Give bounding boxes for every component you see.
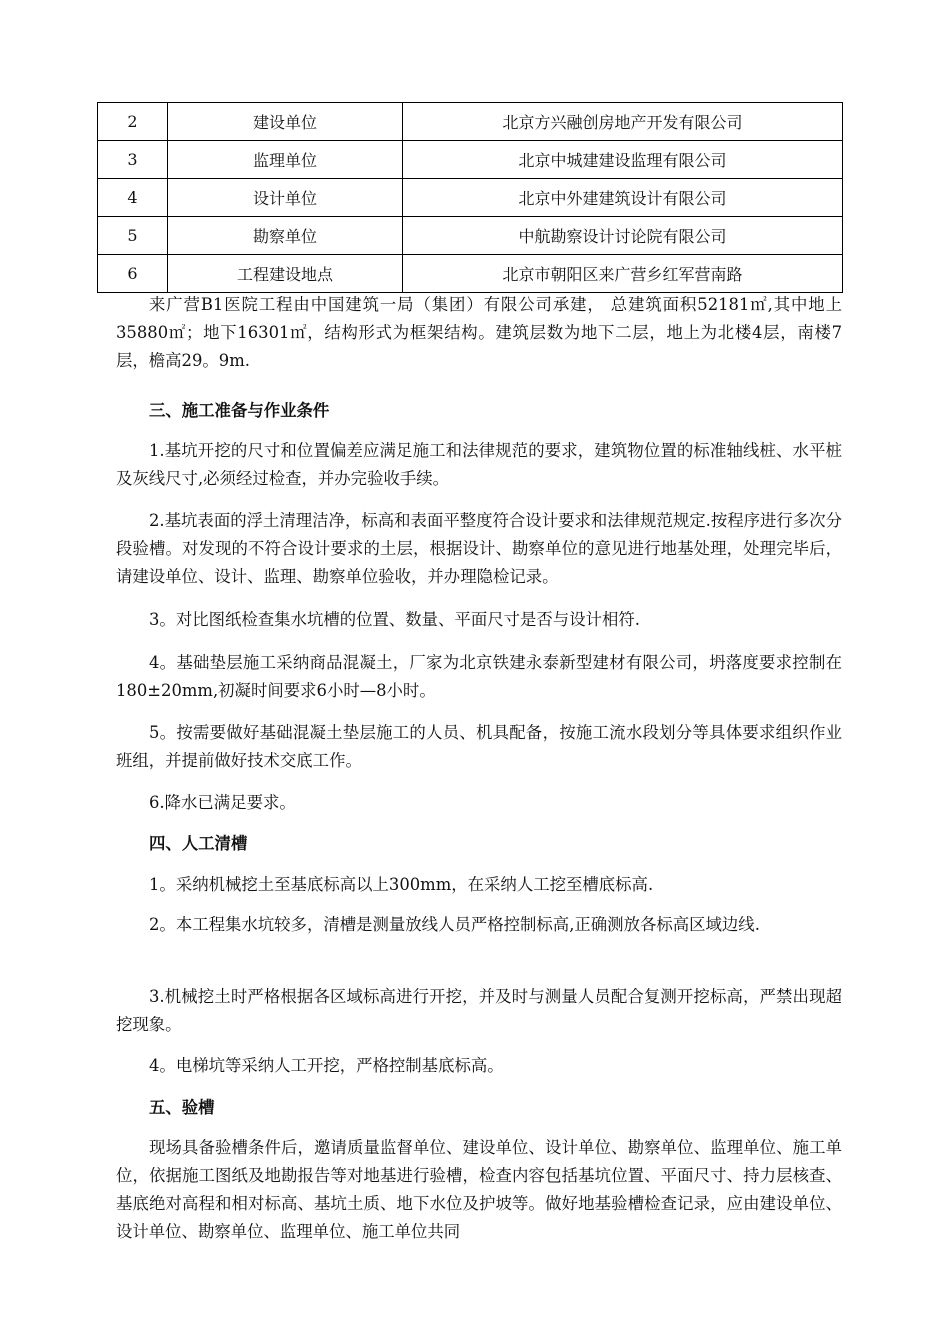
paragraph: 2。本工程集水坑较多，清槽是测量放线人员严格控制标高,正确测放各标高区域边线. <box>149 915 760 934</box>
paragraph: 4。基础垫层施工采纳商品混凝土，厂家为北京铁建永泰新型建材有限公司，坍落度要求控制在180±20mm,初凝时间要求6小时—8小时。 <box>116 653 842 700</box>
paragraph: 3。对比图纸检查集水坑槽的位置、数量、平面尺寸是否与设计相符. <box>149 610 640 629</box>
section-5-heading: 五、验槽 <box>149 1098 215 1117</box>
table-row <box>98 255 843 293</box>
table-row <box>98 103 843 141</box>
paragraph: 2.基坑表面的浮土清理洁净，标高和表面平整度符合设计要求和法律规范规定.按程序进行多次分段验槽。对发现的不符合设计要求的土层，根据设计、勘察单位的意见进行地基处理，处理完毕后，请建设单位、设计、监理、勘察单位验收，并办理隐检记录。 <box>116 511 842 586</box>
row-value: 中航勘察设计讨论院有限公司 <box>403 217 843 255</box>
row-number: 6 <box>98 255 168 293</box>
table-row <box>98 179 843 217</box>
row-item: 工程建设地点 <box>168 255 403 293</box>
paragraph: 6.降水已满足要求。 <box>149 793 296 812</box>
section-4-heading: 四、人工清槽 <box>149 834 248 853</box>
row-number: 2 <box>98 103 168 141</box>
paragraph: 1.基坑开挖的尺寸和位置偏差应满足施工和法律规范的要求，建筑物位置的标准轴线桩、水平桩及灰线尺寸,必须经过检查，并办完验收手续。 <box>116 441 842 488</box>
paragraph: 5。按需要做好基础混凝土垫层施工的人员、机具配备，按施工流水段划分等具体要求组织作业班组，并提前做好技术交底工作。 <box>116 723 842 770</box>
table-row <box>98 217 843 255</box>
paragraph: 1。采纳机械挖土至基底标高以上300mm，在采纳人工挖至槽底标高. <box>149 875 654 894</box>
section-3-heading: 三、施工准备与作业条件 <box>149 401 330 420</box>
row-item: 监理单位 <box>168 141 403 179</box>
paragraph: 3.机械挖土时严格根据各区域标高进行开挖，并及时与测量人员配合复测开挖标高，严禁出现超挖现象。 <box>116 987 842 1034</box>
row-number: 3 <box>98 141 168 179</box>
row-number: 4 <box>98 179 168 217</box>
table-row <box>98 141 843 179</box>
row-item: 设计单位 <box>168 179 403 217</box>
row-number: 5 <box>98 217 168 255</box>
intro-paragraph: 来广营B1医院工程由中国建筑一局（集团）有限公司承建， 总建筑面积52181㎡,其中地上35880㎡；地下16301㎡，结构形式为框架结构。建筑层数为地下二层，地上为北楼4层，南楼7层，檐高29。9m. <box>116 295 842 370</box>
paragraph: 4。电梯坑等采纳人工开挖，严格控制基底标高。 <box>149 1056 504 1075</box>
row-item: 建设单位 <box>168 103 403 141</box>
row-item: 勘察单位 <box>168 217 403 255</box>
row-value: 北京方兴融创房地产开发有限公司 <box>403 103 843 141</box>
row-value: 北京中外建建筑设计有限公司 <box>403 179 843 217</box>
row-value: 北京中城建建设监理有限公司 <box>403 141 843 179</box>
row-value: 北京市朝阳区来广营乡红军营南路 <box>403 255 843 293</box>
paragraph: 现场具备验槽条件后，邀请质量监督单位、建设单位、设计单位、勘察单位、监理单位、施工单位，依据施工图纸及地勘报告等对地基进行验槽，检查内容包括基坑位置、平面尺寸、持力层核查、基底绝对高程和相对标高、基坑土质、地下水位及护坡等。做好地基验槽检查记录，应由建设单位、设计单位、勘察单位、监理单位、施工单位共同 <box>116 1138 842 1241</box>
project-info-table <box>97 102 843 293</box>
